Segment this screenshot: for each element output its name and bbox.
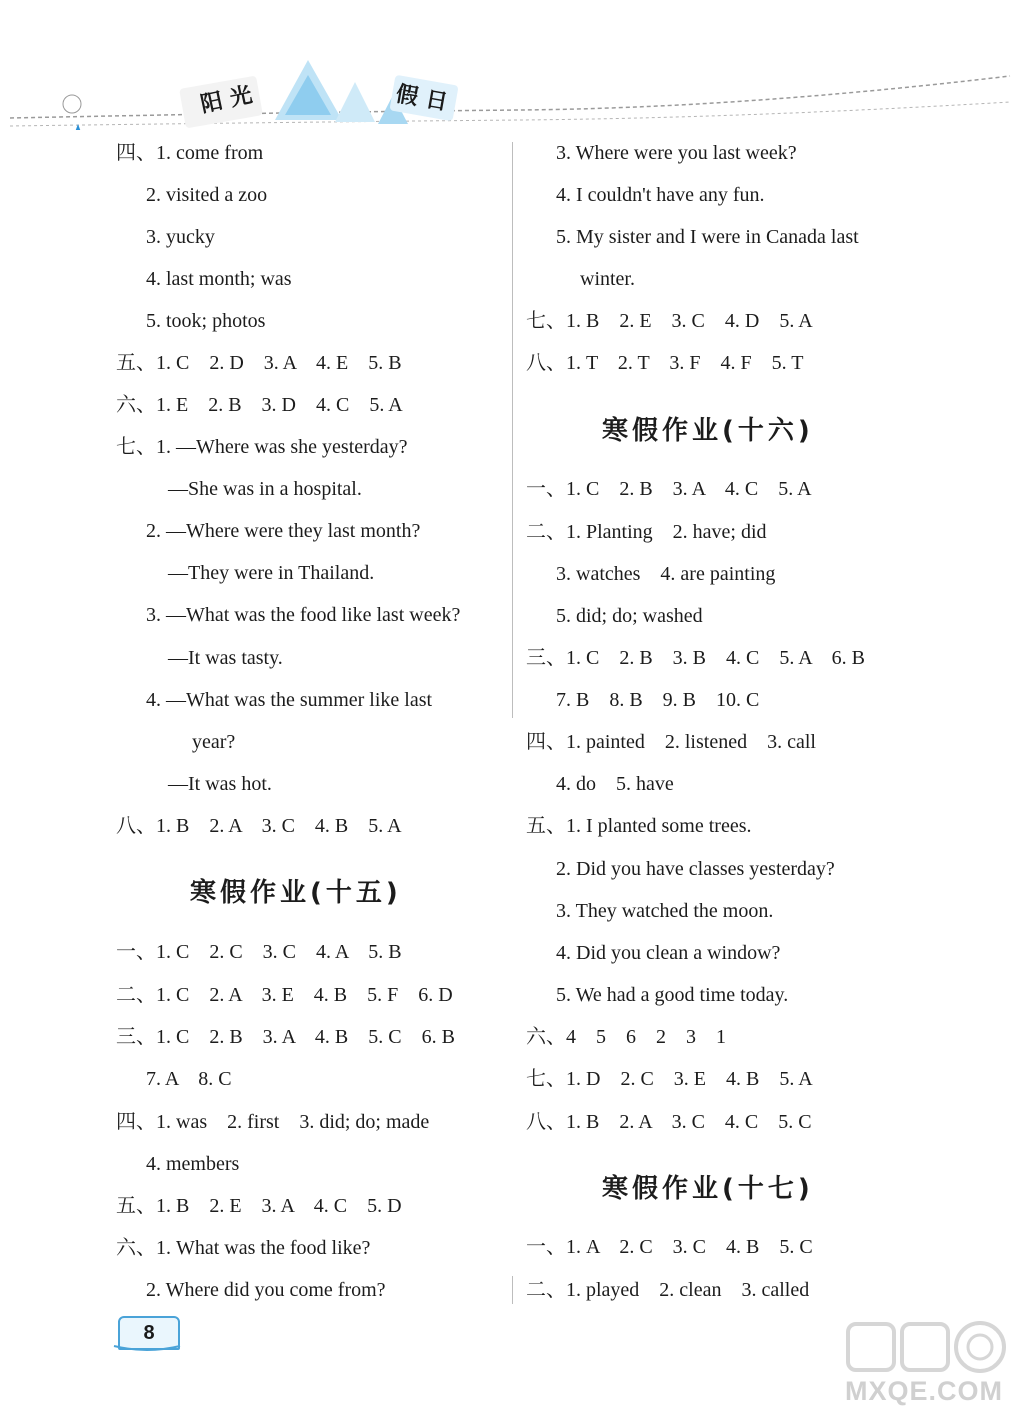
answer-line: 7. A 8. C xyxy=(146,1068,232,1090)
answer-line: 4. I couldn't have any fun. xyxy=(556,184,765,206)
section-title: 寒假作业(十六) xyxy=(602,416,814,446)
answer-line: 4. do 5. have xyxy=(556,773,674,795)
answer-line: 4. —What was the summer like last xyxy=(146,689,433,711)
answer-line: 5. took; photos xyxy=(146,310,266,332)
answer-line: 五、1. C 2. D 3. A 4. E 5. B xyxy=(116,352,402,374)
answer-line: 七、1. B 2. E 3. C 4. D 5. A xyxy=(526,310,813,332)
answer-line: 一、1. A 2. C 3. C 4. B 5. C xyxy=(526,1236,813,1258)
answer-line: 4. last month; was xyxy=(146,268,292,290)
answer-line: 2. Did you have classes yesterday? xyxy=(556,858,835,880)
answer-line: 二、1. played 2. clean 3. called xyxy=(526,1279,810,1301)
answer-line: 七、1. D 2. C 3. E 4. B 5. A xyxy=(526,1068,813,1090)
answer-line: —It was tasty. xyxy=(168,647,283,669)
watermark-text: MXQE.COM xyxy=(845,1376,1004,1406)
answer-line: 7. B 8. B 9. B 10. C xyxy=(556,689,760,711)
header-title-right: 假日 xyxy=(393,80,458,117)
answer-line: 六、1. E 2. B 3. D 4. C 5. A xyxy=(116,394,403,416)
answer-line: 二、1. Planting 2. have; did xyxy=(526,521,767,543)
column-divider xyxy=(512,1276,513,1304)
header-decoration xyxy=(0,0,1024,130)
answer-line: 四、1. painted 2. listened 3. call xyxy=(526,731,816,753)
answer-line: 五、1. I planted some trees. xyxy=(526,815,752,837)
answer-line: 2. visited a zoo xyxy=(146,184,268,206)
answer-line: 五、1. B 2. E 3. A 4. C 5. D xyxy=(116,1195,402,1217)
answer-line: 一、1. C 2. B 3. A 4. C 5. A xyxy=(526,478,812,500)
column-divider xyxy=(512,142,513,718)
answer-line: 二、1. C 2. A 3. E 4. B 5. F 6. D xyxy=(116,984,453,1006)
answer-line: 2. —Where were they last month? xyxy=(146,520,421,542)
section-title: 寒假作业(十七) xyxy=(602,1174,814,1204)
book-base-icon xyxy=(112,1344,182,1352)
section-title: 寒假作业(十五) xyxy=(190,878,402,908)
answer-line: 四、1. come from xyxy=(116,142,264,164)
answer-line: —They were in Thailand. xyxy=(168,562,375,584)
answer-line: 3. They watched the moon. xyxy=(556,900,774,922)
answer-line: 三、1. C 2. B 3. A 4. B 5. C 6. B xyxy=(116,1026,455,1048)
answer-line: winter. xyxy=(580,268,635,290)
answer-line: 3. Where were you last week? xyxy=(556,142,797,164)
answer-line: 八、1. B 2. A 3. C 4. B 5. A xyxy=(116,815,402,837)
answer-line: 2. Where did you come from? xyxy=(146,1279,386,1301)
answer-line: 七、1. —Where was she yesterday? xyxy=(116,436,408,458)
answer-line: 4. Did you clean a window? xyxy=(556,942,781,964)
answer-line: 八、1. B 2. A 3. C 4. C 5. C xyxy=(526,1111,812,1133)
answer-line: 3. watches 4. are painting xyxy=(556,563,776,585)
answer-line: 3. yucky xyxy=(146,226,215,248)
page-number: 8 xyxy=(118,1316,180,1350)
answer-line: 三、1. C 2. B 3. B 4. C 5. A 6. B xyxy=(526,647,865,669)
header-title-left: 阳光 xyxy=(198,80,263,118)
answer-line: —She was in a hospital. xyxy=(168,478,362,500)
answer-line: 5. did; do; washed xyxy=(556,605,703,627)
answer-line: —It was hot. xyxy=(168,773,272,795)
answer-line: 3. —What was the food like last week? xyxy=(146,604,461,626)
answer-line: 六、1. What was the food like? xyxy=(116,1237,371,1259)
answer-line: 5. My sister and I were in Canada last xyxy=(556,226,859,248)
answer-line: 5. We had a good time today. xyxy=(556,984,789,1006)
answer-line: 六、4 5 6 2 3 1 xyxy=(526,1026,726,1048)
answer-line: 一、1. C 2. C 3. C 4. A 5. B xyxy=(116,941,402,963)
answer-line: 八、1. T 2. T 3. F 4. F 5. T xyxy=(526,352,804,374)
answer-line: year? xyxy=(192,731,236,753)
page-header xyxy=(0,0,1024,130)
answer-line: 四、1. was 2. first 3. did; do; made xyxy=(116,1111,430,1133)
answer-line: 4. members xyxy=(146,1153,240,1175)
